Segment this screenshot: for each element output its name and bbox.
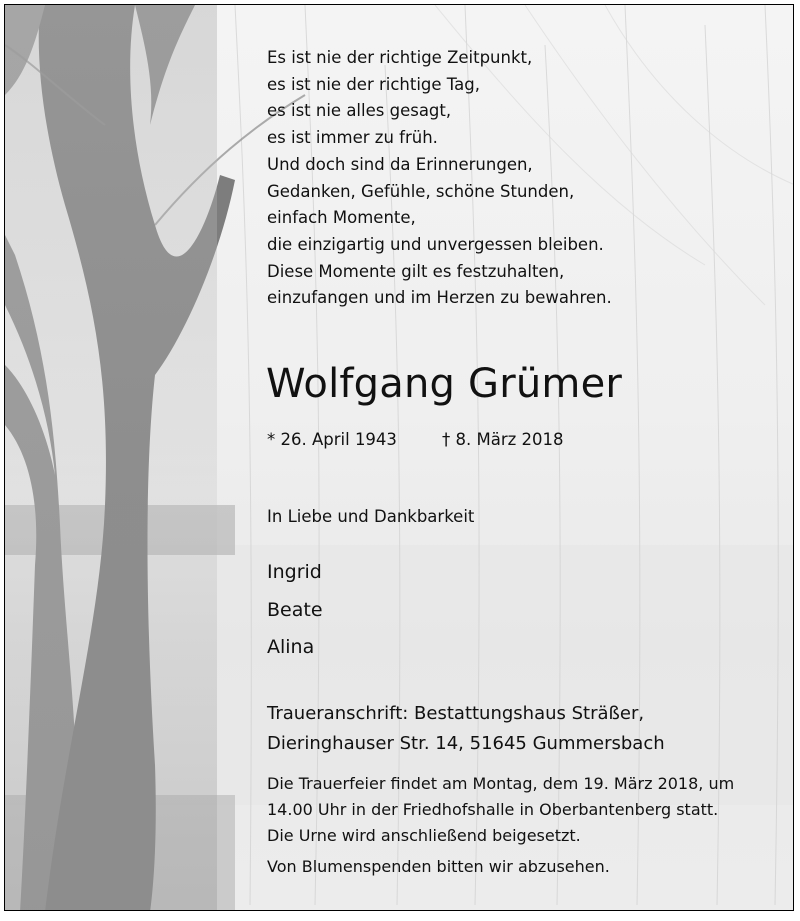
poem-line: Diese Momente gilt es festzuhalten, xyxy=(267,261,565,281)
mourner-name: Ingrid xyxy=(267,561,322,583)
poem xyxy=(267,45,612,312)
address-line: Traueranschrift: Bestattungshaus Sträßer, xyxy=(267,703,645,724)
mourners-list xyxy=(267,554,323,667)
poem-line: Gedanken, Gefühle, schöne Stunden, xyxy=(267,181,575,201)
birth-date: * 26. April 1943 xyxy=(267,430,397,449)
mourners-intro: In Liebe und Dankbarkeit xyxy=(267,507,475,526)
ceremony-line: Die Urne wird anschließend beigesetzt. xyxy=(267,826,581,845)
ceremony-line: 14.00 Uhr in der Friedhofshalle in Oberbantenberg statt. xyxy=(267,800,719,819)
poem-line: einzufangen und im Herzen zu bewahren. xyxy=(267,288,612,308)
left-shade xyxy=(5,5,217,911)
poem-line: es ist immer zu früh. xyxy=(267,128,438,148)
ceremony-line: Die Trauerfeier findet am Montag, dem 19. März 2018, um xyxy=(267,774,735,793)
ceremony-info xyxy=(267,771,734,849)
flowers-note: Von Blumenspenden bitten wir abzusehen. xyxy=(267,857,610,876)
poem-line: es ist nie der richtige Tag, xyxy=(267,74,480,94)
death-date: † 8. März 2018 xyxy=(442,430,564,449)
poem-line: es ist nie alles gesagt, xyxy=(267,101,452,121)
poem-line: Es ist nie der richtige Zeitpunkt, xyxy=(267,48,533,67)
poem-line: einfach Momente, xyxy=(267,208,416,228)
deceased-name: Wolfgang Grümer xyxy=(266,361,623,407)
mourner-name: Beate xyxy=(267,598,323,621)
address-line: Dieringhauser Str. 14, 51645 Gummersbach xyxy=(267,733,665,754)
poem-line: die einzigartig und unvergessen bleiben. xyxy=(267,234,604,254)
condolence-address xyxy=(267,699,665,759)
mourner-name: Alina xyxy=(267,636,315,658)
poem-line: Und doch sind da Erinnerungen, xyxy=(267,154,533,174)
obituary-page xyxy=(4,4,794,911)
